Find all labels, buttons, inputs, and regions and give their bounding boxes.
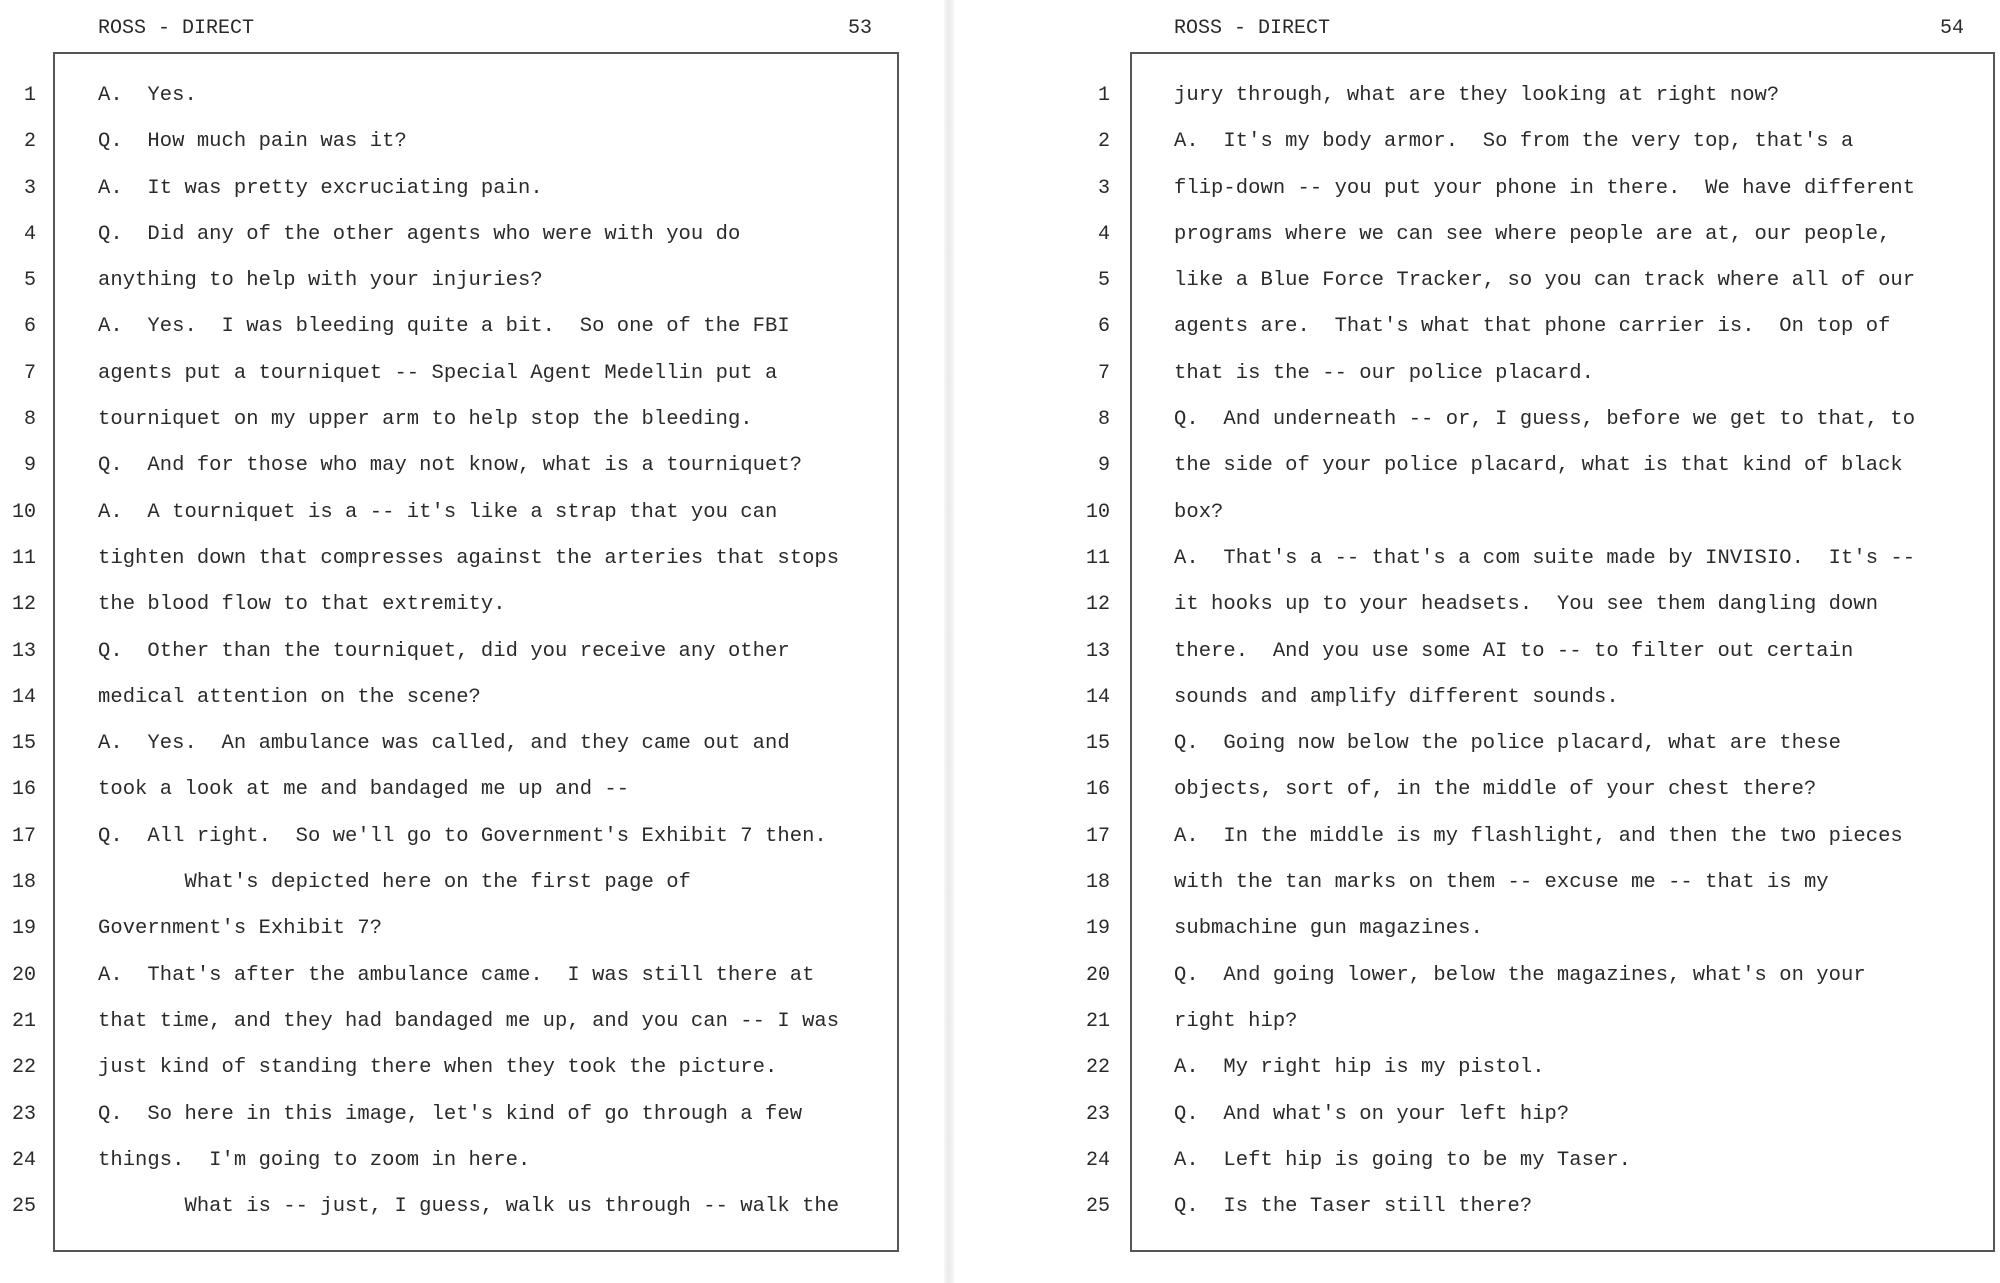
transcript-line: sounds and amplify different sounds. (1174, 685, 1619, 709)
line-numbers (1074, 80, 1110, 1237)
transcript-line: tourniquet on my upper arm to help stop the bleeding. (98, 408, 753, 432)
transcript-line: box? (1174, 500, 1224, 524)
line-numbers (0, 80, 36, 1237)
line-number: 16 (1085, 778, 1110, 802)
line-number: 7 (23, 361, 36, 385)
line-number: 11 (1085, 546, 1110, 570)
transcript-line: the blood flow to that extremity. (98, 593, 506, 617)
page-number: 53 (847, 17, 872, 40)
line-number: 17 (11, 824, 36, 848)
transcript-line: A. Yes. (98, 84, 197, 107)
page-header: ROSS - DIRECT (1174, 17, 1331, 40)
line-number: 21 (1085, 1009, 1110, 1033)
line-number: 16 (11, 778, 36, 802)
transcript-line: Q. Did any of the other agents who were with you do (98, 222, 741, 246)
transcript-line: that is the -- our police placard. (1174, 361, 1594, 385)
transcript-line: Government's Exhibit 7? (98, 917, 383, 941)
transcript-line: with the tan marks on them -- excuse me -- that is my (1174, 871, 1829, 895)
transcript-line: Q. And for those who may not know, what is a tourniquet? (98, 454, 803, 478)
transcript-line: flip-down -- you put your phone in there. We have different (1174, 176, 1916, 200)
line-number: 4 (23, 222, 36, 246)
line-number: 18 (1085, 871, 1110, 895)
line-number: 1 (23, 84, 36, 107)
transcript-line: A. A tourniquet is a -- it's like a strap that you can (98, 500, 778, 524)
line-number: 8 (1097, 408, 1110, 432)
line-number: 20 (11, 963, 36, 987)
transcript-line: like a Blue Force Tracker, so you can track where all of our (1174, 269, 1916, 293)
transcript-line: there. And you use some AI to -- to filter out certain (1174, 639, 1854, 663)
transcript-line: took a look at me and bandaged me up and -- (98, 778, 630, 802)
line-number: 23 (1085, 1102, 1110, 1126)
line-number: 9 (23, 454, 36, 478)
line-number: 6 (1097, 315, 1110, 339)
line-number: 18 (11, 871, 36, 895)
transcript-line: anything to help with your injuries? (98, 269, 543, 293)
line-number: 19 (11, 917, 36, 941)
line-number: 5 (23, 269, 36, 293)
line-number: 19 (1085, 917, 1110, 941)
transcript-line: things. I'm going to zoom in here. (98, 1148, 531, 1172)
transcript-line: Q. And what's on your left hip? (1174, 1102, 1570, 1126)
transcript-text (1174, 80, 1974, 1237)
line-number: 10 (1085, 500, 1110, 524)
transcript-line: Q. And underneath -- or, I guess, before we get to that, to (1174, 408, 1916, 432)
transcript-line: A. That's after the ambulance came. I was still there at (98, 963, 815, 987)
transcript-line: What is -- just, I guess, walk us through -- walk the (98, 1195, 840, 1219)
line-number: 1 (1097, 84, 1110, 107)
line-number: 5 (1097, 269, 1110, 293)
page-divider (944, 0, 954, 1283)
transcript-line: Q. Is the Taser still there? (1174, 1195, 1533, 1219)
line-number: 3 (23, 176, 36, 200)
line-number: 3 (1097, 176, 1110, 200)
transcript-line: A. That's a -- that's a com suite made by INVISIO. It's -- (1174, 546, 1916, 570)
transcript-line: jury through, what are they looking at right now? (1174, 84, 1780, 107)
transcript-line: agents are. That's what that phone carrier is. On top of (1174, 315, 1891, 339)
transcript-line: that time, and they had bandaged me up, and you can -- I was (98, 1009, 840, 1033)
line-number: 7 (1097, 361, 1110, 385)
line-number: 13 (11, 639, 36, 663)
transcript-line: objects, sort of, in the middle of your chest there? (1174, 778, 1817, 802)
line-number: 10 (11, 500, 36, 524)
line-number: 22 (11, 1056, 36, 1080)
line-number: 2 (23, 130, 36, 154)
transcript-line: Q. Other than the tourniquet, did you receive any other (98, 639, 790, 663)
transcript-line: submachine gun magazines. (1174, 917, 1483, 941)
transcript-line: A. Left hip is going to be my Taser. (1174, 1148, 1632, 1172)
page-header: ROSS - DIRECT (98, 17, 255, 40)
line-number: 15 (1085, 732, 1110, 756)
transcript-line: A. My right hip is my pistol. (1174, 1056, 1545, 1080)
line-number: 15 (11, 732, 36, 756)
line-number: 24 (11, 1148, 36, 1172)
line-number: 14 (1085, 685, 1110, 709)
line-number: 13 (1085, 639, 1110, 663)
transcript-line: Q. How much pain was it? (98, 130, 407, 154)
transcript-line: Q. So here in this image, let's kind of go through a few (98, 1102, 803, 1126)
line-number: 25 (11, 1195, 36, 1219)
transcript-text (98, 80, 878, 1237)
line-number: 6 (23, 315, 36, 339)
transcript-line: programs where we can see where people are at, our people, (1174, 222, 1891, 246)
transcript-line: A. It's my body armor. So from the very top, that's a (1174, 130, 1854, 154)
line-number: 2 (1097, 130, 1110, 154)
line-number: 12 (11, 593, 36, 617)
transcript-line: it hooks up to your headsets. You see them dangling down (1174, 593, 1879, 617)
transcript-line: the side of your police placard, what is that kind of black (1174, 454, 1903, 478)
transcript-line: A. Yes. I was bleeding quite a bit. So one of the FBI (98, 315, 790, 339)
line-number: 23 (11, 1102, 36, 1126)
transcript-line: A. Yes. An ambulance was called, and they came out and (98, 732, 790, 756)
line-number: 21 (11, 1009, 36, 1033)
transcript-line: tighten down that compresses against the arteries that stops (98, 546, 840, 570)
transcript-line: Q. And going lower, below the magazines, what's on your (1174, 963, 1866, 987)
line-number: 24 (1085, 1148, 1110, 1172)
transcript-page-53 (0, 0, 944, 1283)
line-number: 11 (11, 546, 36, 570)
line-number: 17 (1085, 824, 1110, 848)
line-number: 14 (11, 685, 36, 709)
line-number: 20 (1085, 963, 1110, 987)
transcript-line: medical attention on the scene? (98, 685, 481, 709)
line-number: 9 (1097, 454, 1110, 478)
line-number: 8 (23, 408, 36, 432)
line-number: 25 (1085, 1195, 1110, 1219)
transcript-line: A. It was pretty excruciating pain. (98, 176, 543, 200)
transcript-line: A. In the middle is my flashlight, and then the two pieces (1174, 824, 1903, 848)
transcript-line: What's depicted here on the first page of (98, 871, 691, 895)
page-number: 54 (1939, 17, 1964, 40)
transcript-page-54 (1074, 0, 2000, 1283)
line-number: 12 (1085, 593, 1110, 617)
line-number: 4 (1097, 222, 1110, 246)
transcript-line: just kind of standing there when they took the picture. (98, 1056, 778, 1080)
transcript-line: Q. Going now below the police placard, what are these (1174, 732, 1842, 756)
transcript-line: Q. All right. So we'll go to Government's Exhibit 7 then. (98, 824, 827, 848)
transcript-line: agents put a tourniquet -- Special Agent Medellin put a (98, 361, 778, 385)
line-number: 22 (1085, 1056, 1110, 1080)
transcript-line: right hip? (1174, 1009, 1298, 1033)
